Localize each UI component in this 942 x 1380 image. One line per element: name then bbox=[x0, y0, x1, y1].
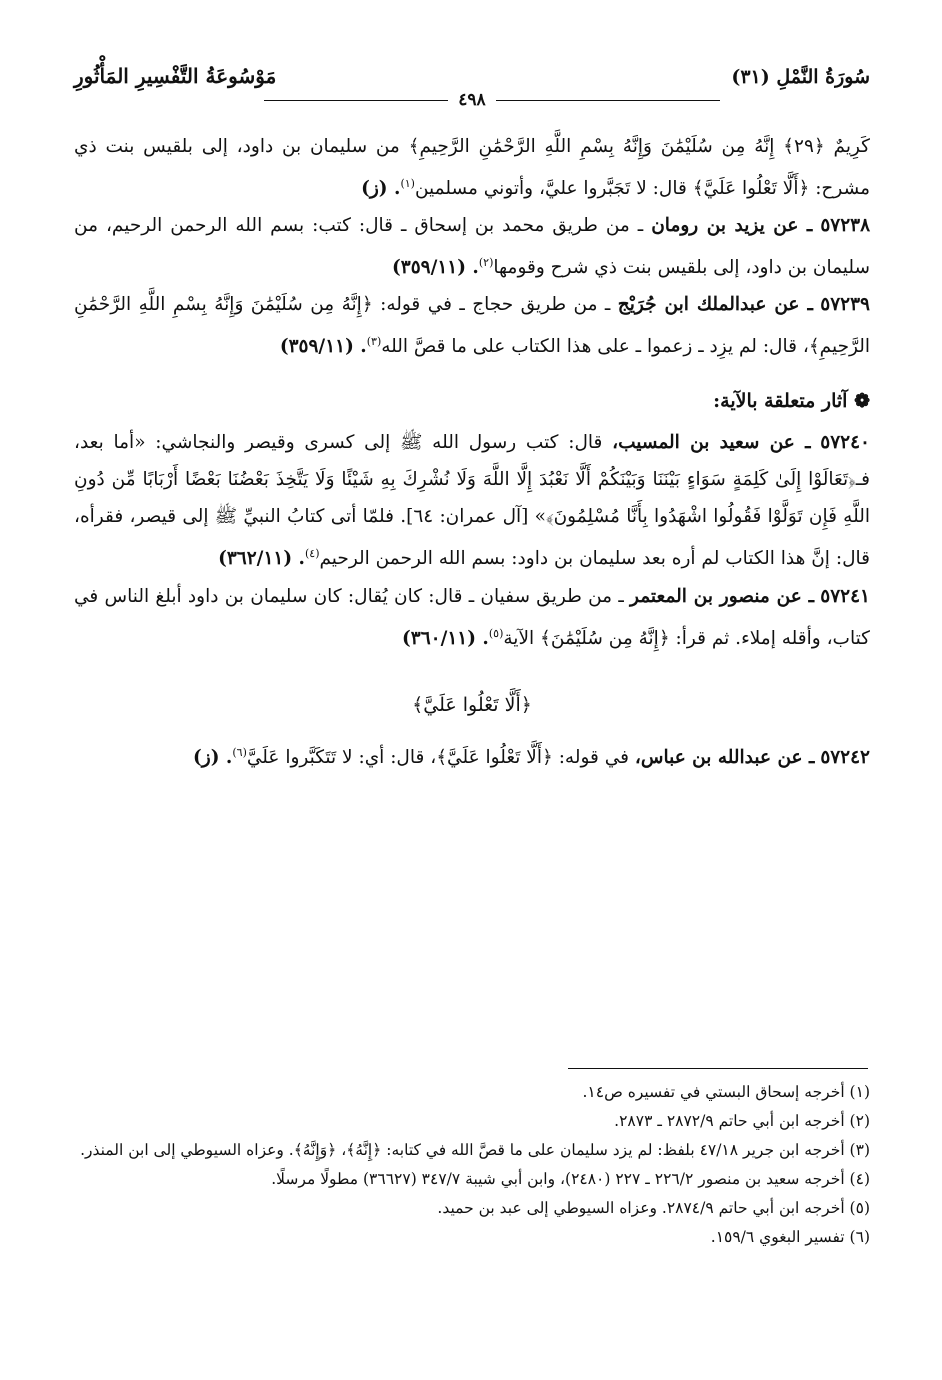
page-number-wrap bbox=[74, 90, 870, 110]
volume-ref: . (٣٦٢/١١) bbox=[218, 548, 305, 570]
narrator: ـ عن يزيد بن رومان bbox=[651, 215, 813, 237]
hadith-text: في قوله: ﴿أَلَّا تَعْلُوا عَلَيَّ﴾، قال: أي: لا تَتَكَبَّروا عَلَيَّ bbox=[246, 746, 630, 768]
section-title: ❁ آثار متعلقة بالآية: bbox=[713, 390, 870, 413]
paragraph-1 bbox=[74, 128, 870, 207]
main-text bbox=[74, 128, 870, 776]
hadith-text: ـ من طريق محمد بن إسحاق ـ قال: كتب: بسم الله الرحمن الرحيم، من سليمان بن داود، إلى بلقيس بنت ذي شرح وقومها bbox=[74, 215, 870, 279]
narrator: ـ عن عبدالله بن عباس، bbox=[634, 746, 815, 768]
hadith-number: ٥٧٢٤٢ bbox=[820, 746, 870, 768]
hadith-57242 bbox=[74, 734, 870, 776]
footnote-6: (٦) تفسير البغوي ١٥٩/٦. bbox=[710, 1228, 870, 1246]
footnote-4: (٤) أخرجه سعيد بن منصور ٢٢٦/٢ ـ ٢٢٧ (٢٤٨٠)، وابن أبي شيبة ٣٤٧/٧ (٣٦٦٢٧) مطولًا مرسلًا. bbox=[271, 1170, 870, 1188]
book-title: مَوْسُوعَةُ التَّفْسِيرِ المَأْثُورِ bbox=[74, 64, 277, 88]
hadith-text: ـ من طريق حجاج ـ في قوله: ﴿إِنَّهُ مِن سُلَيْمَٰنَ وَإِنَّهُ بِسْمِ اللَّهِ الرَّحْمَٰنِ الرَّحِيمِ﴾، قال: لم يزِد ـ زعموا ـ على هذا الكتاب على ما قصَّ الله bbox=[74, 294, 870, 358]
p1-ref: . (ز) bbox=[361, 178, 401, 200]
footnote-3: (٣) أخرجه ابن جرير ٤٧/١٨ بلفظ: لم يزد سليمان على ما قصَّ الله في كتابه: ﴿إِنَّهُ﴾، ﴿وَإِنَّهُ﴾. وعزاه السيوطي إلى ابن المنذر. bbox=[80, 1141, 870, 1159]
narrator: ـ عن سعيد بن المسيب، bbox=[612, 432, 811, 454]
narrator: ـ عن منصور بن المعتمر bbox=[630, 585, 815, 607]
footnote-2: (٢) أخرجه ابن أبي حاتم ٢٨٧٢/٩ ـ ٢٨٧٣. bbox=[614, 1112, 870, 1130]
footnote-5: (٥) أخرجه ابن أبي حاتم ٢٨٧٤/٩. وعزاه السيوطي إلى عبد بن حميد. bbox=[437, 1199, 870, 1217]
volume-ref: . (٣٦٠/١١) bbox=[402, 627, 489, 649]
ayah-heading: ﴿أَلَّا تَعْلُوا عَلَيَّ﴾ bbox=[412, 693, 532, 716]
hadith-text: ـ من طريق سفيان ـ قال: كان يُقال: كان سليمان بن داود أبلغ الناس في كتاب، وأقله إملاء. ثم قرأ: ﴿إِنَّهُ مِن سُلَيْمَٰنَ﴾ الآية bbox=[74, 585, 870, 649]
hadith-57241 bbox=[74, 578, 870, 657]
hadith-number: ٥٧٢٣٨ bbox=[820, 215, 871, 237]
narrator: ـ عن عبدالملك ابن جُرَيْج bbox=[617, 294, 813, 316]
footnote-1: (١) أخرجه إسحاق البستي في تفسيره ص١٤. bbox=[582, 1083, 870, 1101]
footnote-mark: (٢) bbox=[478, 256, 494, 270]
hadith-number: ٥٧٢٣٩ bbox=[820, 294, 870, 316]
footnote-mark: (٥) bbox=[488, 626, 504, 640]
page-header bbox=[74, 62, 870, 110]
volume-ref: . (٣٥٩/١١) bbox=[392, 257, 479, 279]
p1-text: كَرِيمٌ ﴿٢٩﴾ إِنَّهُ مِن سُلَيْمَٰنَ وَإِنَّهُ بِسْمِ اللَّهِ الرَّحْمَٰنِ الرَّحِيمِ﴾ من سليمان بن داود، إلى بلقيس بنت ذي مشرح: ﴿أَلَّا تَعْلُوا عَلَيَّ﴾ قال: لا تَجَبَّروا عليَّ، وأتوني مسلمين bbox=[74, 136, 870, 200]
surah-title: سُورَةُ النَّمْلِ (٣١) bbox=[731, 66, 870, 88]
p1-footnote-mark: (١) bbox=[400, 177, 415, 190]
footnote-mark: (٦) bbox=[232, 745, 247, 759]
hadith-text: قال: كتب رسول الله ﷺ إلى كسرى وقيصر والنجاشي: «أما بعد، فـ﴿تَعَالَوْا إِلَىٰ كَلِمَةٍ سَوَاءٍ بَيْنَنَا وَبَيْنَكُمْ أَلَّا نَعْبُدَ إِلَّا اللَّهَ وَلَا نُشْرِكَ بِهِ شَيْئًا وَلَا يَتَّخِذَ بَعْضُنَا بَعْضًا أَرْبَابًا مِّن دُونِ اللَّهِ فَإِن تَوَلَّوْا فَقُولُوا اشْهَدُوا بِأَنَّا مُسْلِمُونَ﴾» [آل عمران: ٦٤]. فلمّا أتى كتابُ النبيِّ ﷺ إلى قيصر، فقرأه، قال: إنَّ هذا الكتاب لم أره بعد سليمان بن داود: بسم الله الرحمن الرحيم bbox=[74, 432, 870, 570]
hadith-57240 bbox=[74, 424, 870, 577]
footnote-mark: (٣) bbox=[366, 335, 382, 349]
volume-ref: . (ز) bbox=[193, 746, 233, 768]
footnotes bbox=[74, 1078, 870, 1252]
hadith-57238 bbox=[74, 207, 870, 286]
volume-ref: . (٣٥٩/١١) bbox=[279, 336, 367, 358]
footnote-mark: (٤) bbox=[304, 547, 320, 561]
footnote-rule bbox=[568, 1068, 868, 1069]
hadith-number: ٥٧٢٤٠ bbox=[820, 432, 870, 454]
hadith-number: ٥٧٢٤١ bbox=[820, 585, 870, 607]
page-number: ٤٩٨ bbox=[448, 90, 495, 110]
hadith-57239 bbox=[74, 286, 870, 365]
